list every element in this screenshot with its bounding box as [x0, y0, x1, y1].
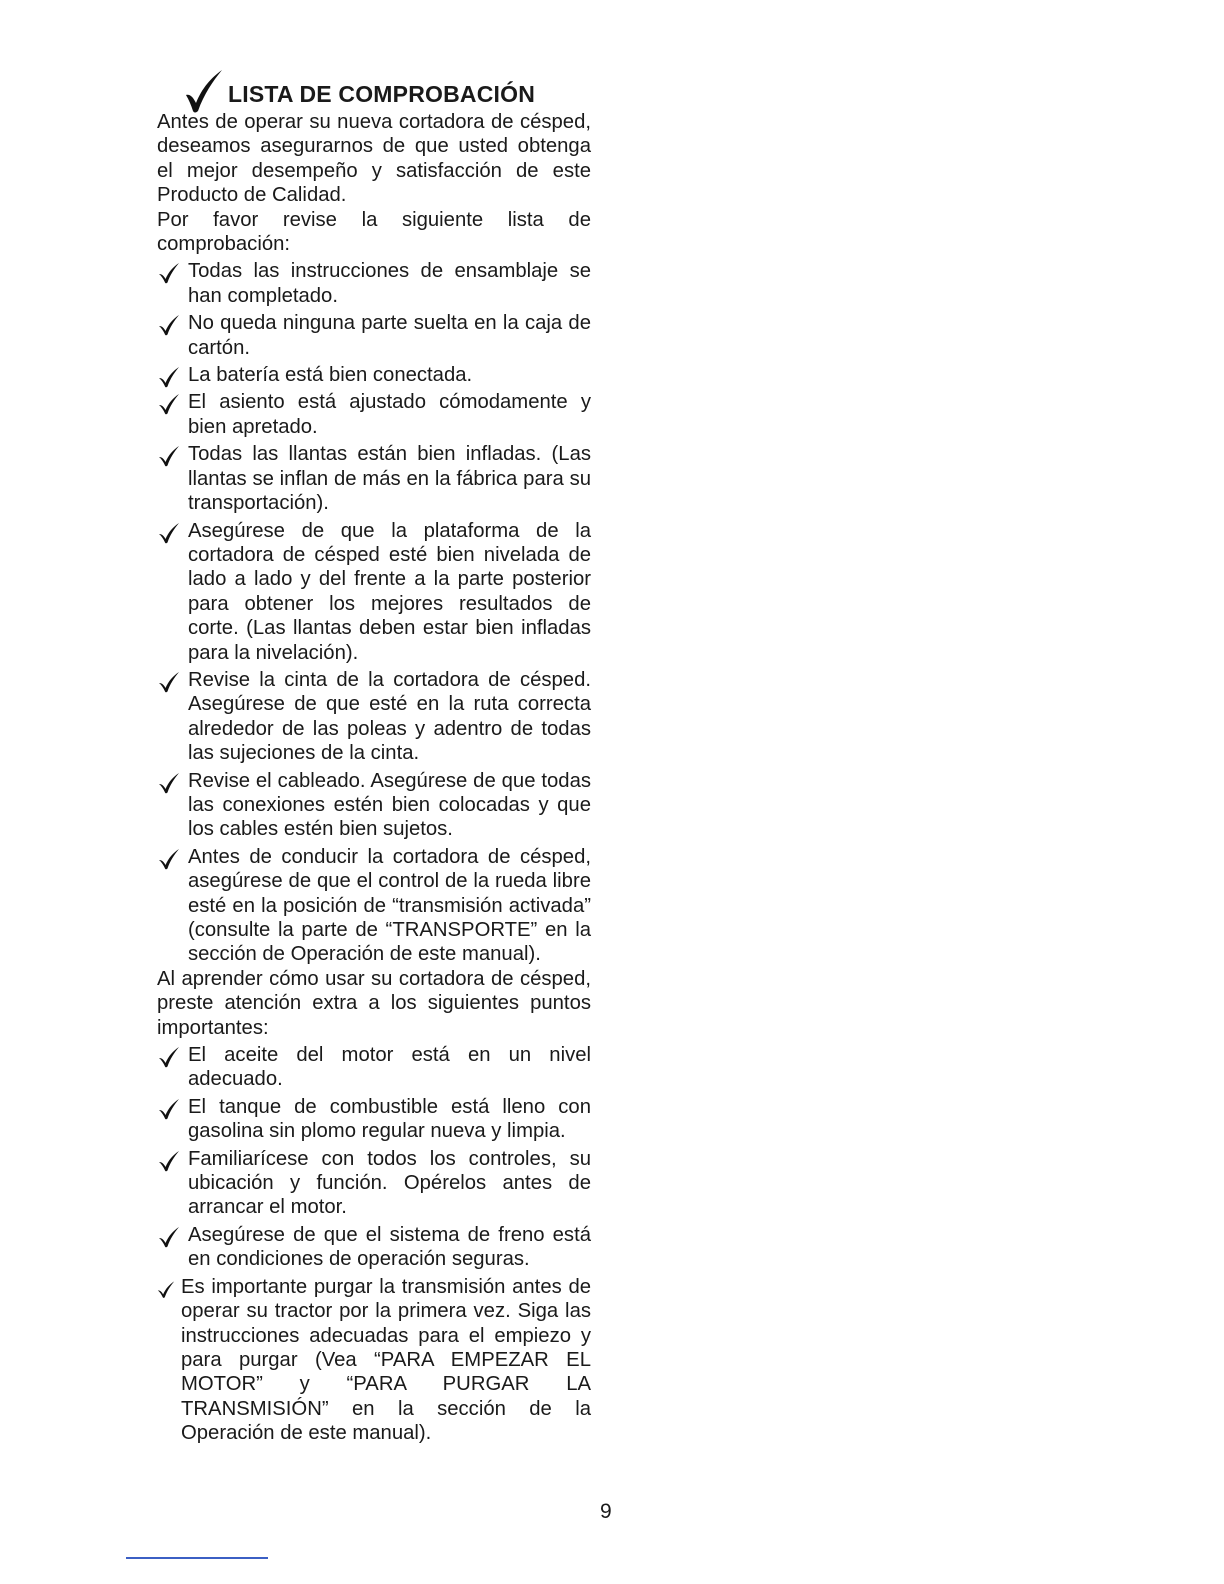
content-column — [157, 110, 591, 1446]
intro-paragraph: Antes de operar su nueva cortadora de césped, deseamos asegurarnos de que usted obtenga el mejor desempeño y satisfacción de este Producto de Calidad. — [157, 111, 591, 207]
checklist-item-text: Todas las instrucciones de ensamblaje se han completado. — [188, 260, 591, 307]
checklist-item-text: Revise la cinta de la cortadora de césped. Asegúrese de que esté en la ruta correcta alrededor de las poleas y adentro de todas las sujeciones de la cinta. — [188, 668, 591, 765]
checklist-item — [157, 845, 591, 967]
checkmark-icon — [158, 1226, 180, 1248]
checklist-item-text: Asegúrese de que la plataforma de la cortadora de césped esté bien nivelada de lado a lado y del frente a la parte posterior para obtener los mejores resultados de corte. (Las llantas deben estar bien infladas para la nivelación). — [188, 519, 591, 664]
checkmark-icon — [158, 314, 180, 336]
intro-paragraph: Por favor revise la siguiente lista de comprobación: — [157, 208, 591, 256]
checklist-item — [157, 519, 591, 665]
checklist-item — [157, 311, 591, 360]
checklist-item-text: Antes de conducir la cortadora de césped, asegúrese de que el control de la rueda libre esté en la posición de “transmisión activada” (consulte la parte de “TRANSPORTE” en la sección de Operación de este manual). — [188, 845, 591, 966]
checkmark-icon — [158, 671, 180, 693]
checklist-item — [157, 363, 591, 387]
footer-divider — [126, 1557, 268, 1559]
learning-point-item — [157, 1223, 591, 1272]
checkmark-icon — [158, 262, 180, 284]
checkmark-icon — [182, 68, 226, 114]
learning-point-text: Es importante purgar la transmisión antes de operar su tractor por la primera vez. Siga las instrucciones adecuadas para el empiezo y para purgar (Vea “PARA EMPEZAR EL MOTOR” y “PARA PURGAR LA TRANSMISIÓN” en la sección de la Operación de este manual). — [181, 1275, 591, 1445]
checklist-item — [157, 390, 591, 439]
checkmark-icon — [158, 366, 180, 388]
section-heading — [182, 64, 535, 114]
checklist-item-text: Revise el cableado. Asegúrese de que todas las conexiones estén bien colocadas y que los cables estén bien sujetos. — [188, 769, 591, 841]
checkmark-icon — [158, 772, 180, 794]
learning-points-list — [157, 1043, 591, 1446]
checklist-item-text: No queda ninguna parte suelta en la caja de cartón. — [188, 312, 591, 359]
learning-point-text: El aceite del motor está en un nivel adecuado. — [188, 1044, 591, 1091]
checkmark-icon — [158, 393, 180, 415]
checklist-item — [157, 769, 591, 842]
learning-point-item — [157, 1275, 591, 1446]
checklist-item-text: El asiento está ajustado cómodamente y bien apretado. — [188, 391, 591, 438]
learning-point-item — [157, 1095, 591, 1144]
checklist-item — [157, 259, 591, 308]
checkmark-icon — [158, 1098, 180, 1120]
learning-point-text: Asegúrese de que el sistema de freno está en condiciones de operación seguras. — [188, 1223, 591, 1271]
checklist-item-text: Todas las llantas están bien infladas. (Las llantas se inflan de más en la fábrica para su transportación). — [188, 443, 591, 515]
learning-intro-paragraph: Al aprender cómo usar su cortadora de césped, preste atención extra a los siguientes puntos importantes: — [157, 967, 591, 1039]
checklist-item — [157, 668, 591, 766]
page-title: LISTA DE COMPROBACIÓN — [228, 81, 536, 107]
checkmark-icon — [158, 848, 180, 870]
learning-point-item — [157, 1043, 591, 1092]
checkmark-icon — [158, 1046, 180, 1068]
checkmark-icon — [158, 1150, 180, 1172]
checkmark-icon — [157, 1280, 175, 1299]
checklist-item — [157, 442, 591, 515]
learning-point-text: Familiarícese con todos los controles, su ubicación y función. Opérelos antes de arrancar el motor. — [188, 1147, 591, 1219]
learning-point-text: El tanque de combustible está lleno con gasolina sin plomo regular nueva y limpia. — [188, 1095, 591, 1143]
checkmark-icon — [158, 522, 180, 544]
checklist — [157, 259, 591, 966]
checkmark-icon — [158, 445, 180, 467]
page-number: 9 — [600, 1500, 612, 1523]
learning-point-item — [157, 1147, 591, 1220]
checklist-item-text: La batería está bien conectada. — [188, 364, 473, 387]
